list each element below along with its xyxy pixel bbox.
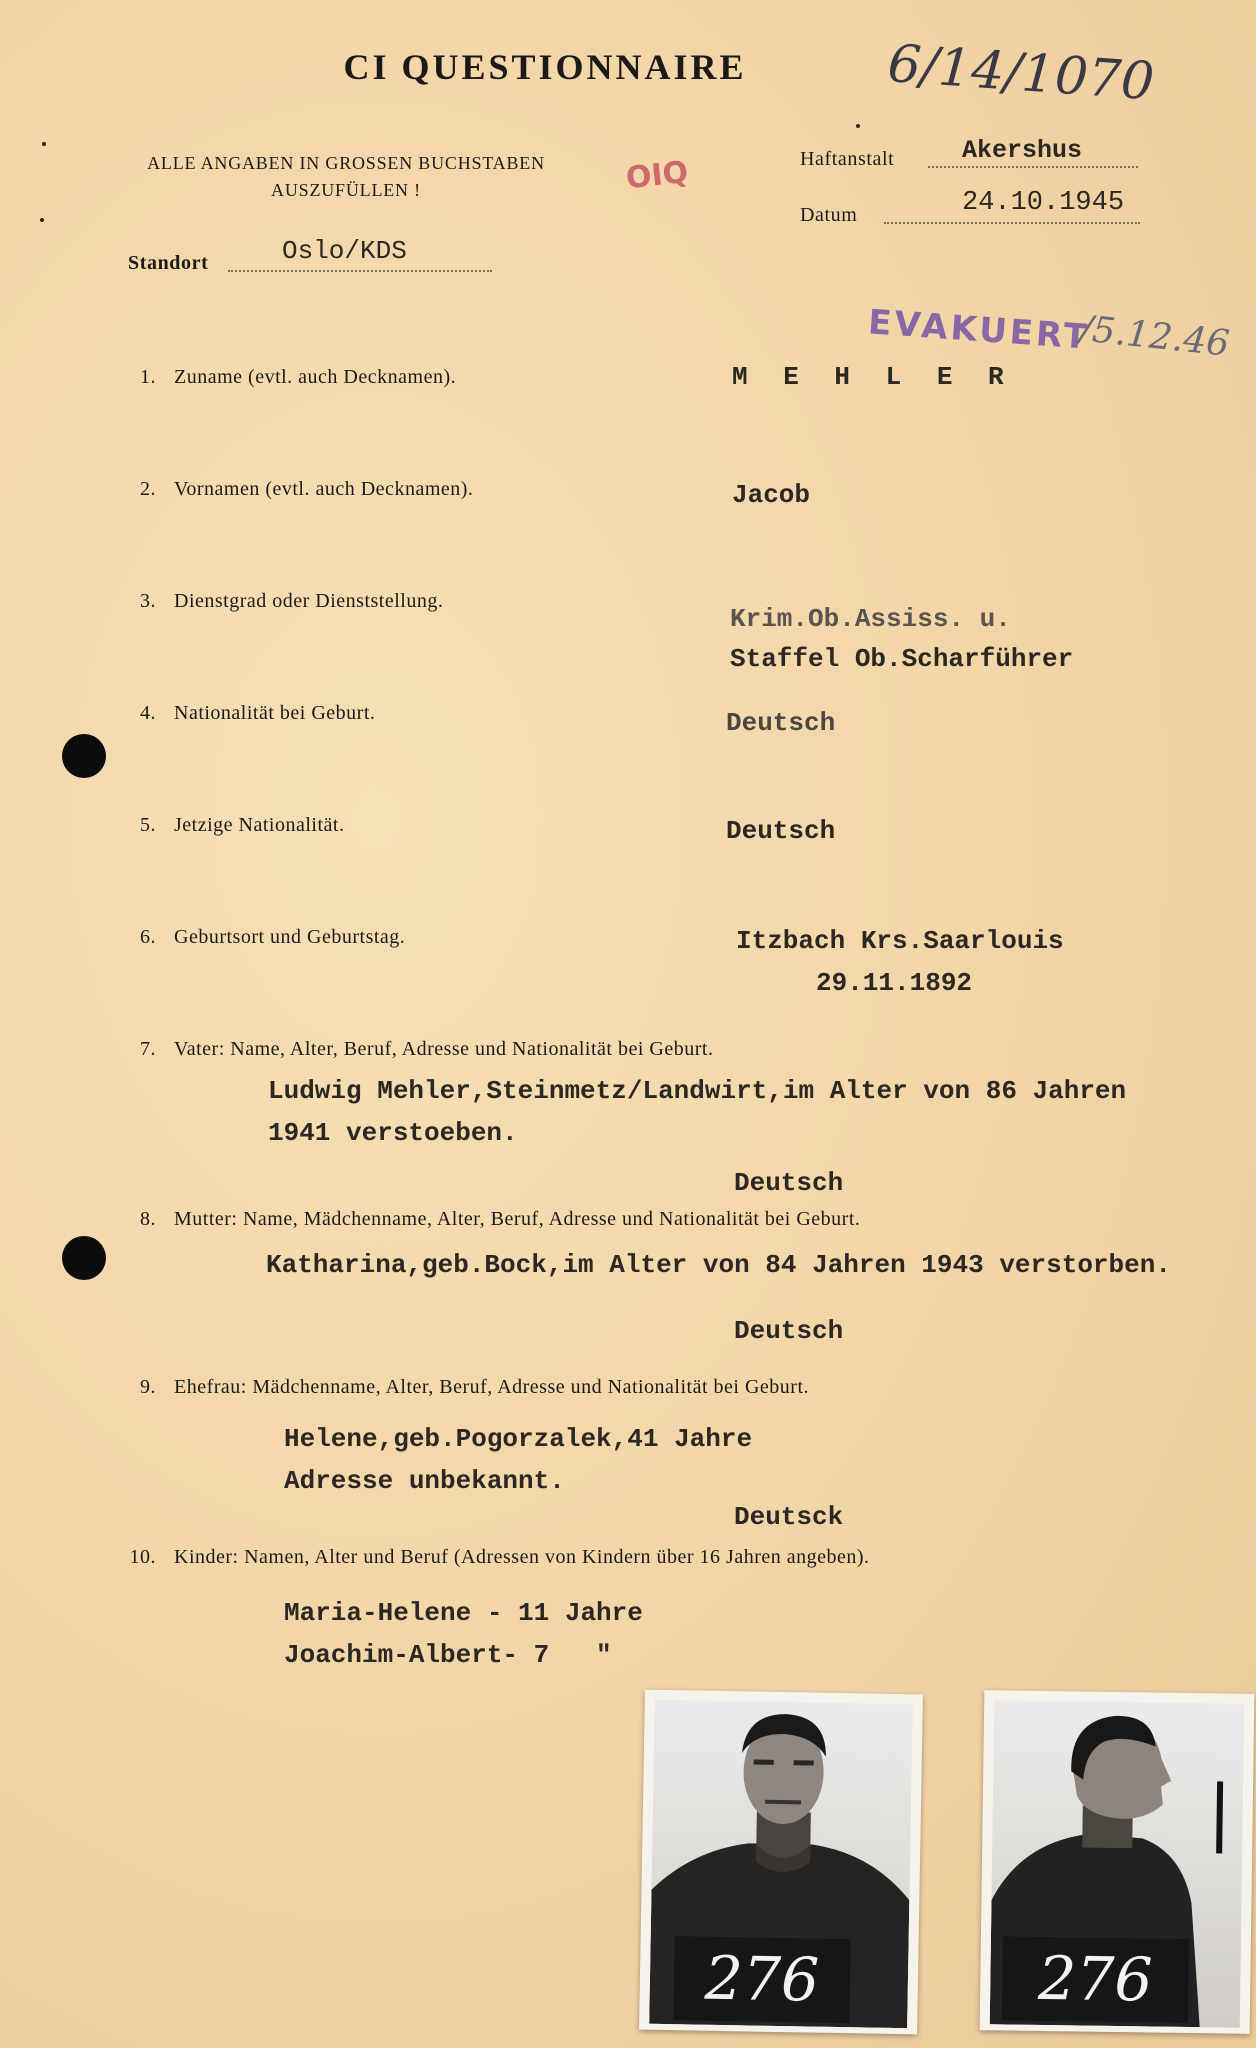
standort-value: Oslo/KDS xyxy=(282,236,407,266)
field-6-number: 6. xyxy=(140,926,156,948)
field-7-label: Vater: Name, Alter, Beruf, Adresse und Nationalität bei Geburt. xyxy=(174,1038,714,1060)
field-3-label: Dienstgrad oder Dienststellung. xyxy=(174,590,444,612)
instruction-line-2: AUSZUFÜLLEN ! xyxy=(271,180,421,200)
field-4-label: Nationalität bei Geburt. xyxy=(174,702,376,724)
birthplace-value: Itzbach Krs.Saarlouis xyxy=(736,926,1064,956)
children-value-line-1: Maria-Helene - 11 Jahre xyxy=(284,1598,643,1628)
haftanstalt-value: Akershus xyxy=(962,136,1083,165)
photo-profile-image xyxy=(990,1700,1244,2027)
field-10-label-row xyxy=(120,1546,870,1569)
evakuert-date: /5.12.46 xyxy=(1078,308,1232,365)
speck xyxy=(42,142,46,146)
father-value-line-1: Ludwig Mehler,Steinmetz/Landwirt,im Alter von 86 Jahren xyxy=(268,1076,1127,1106)
field-10-label: Kinder: Namen, Alter und Beruf (Adressen von Kindern über 16 Jahren angeben). xyxy=(174,1546,870,1568)
children-value-line-2: Joachim-Albert- 7 " xyxy=(284,1640,612,1670)
father-value-line-2: 1941 verstoeben. xyxy=(268,1118,518,1148)
photo-frontal xyxy=(639,1690,923,2035)
wife-value-line-2: Adresse unbekannt. xyxy=(284,1466,565,1496)
rank-value-line-1: Krim.Ob.Assiss. u. xyxy=(730,604,1011,634)
birthdate-value: 29.11.1892 xyxy=(816,968,973,998)
field-1-label: Zuname (evtl. auch Decknamen). xyxy=(174,366,457,388)
field-5-label: Jetzige Nationalität. xyxy=(174,814,345,836)
field-4-number: 4. xyxy=(140,702,156,724)
field-6-label: Geburtsort und Geburtstag. xyxy=(174,926,406,948)
red-stamp: OIQ xyxy=(624,154,690,197)
field-8-number: 8. xyxy=(140,1208,156,1230)
field-7-label-row xyxy=(120,1038,713,1061)
field-8-label: Mutter: Name, Mädchenname, Alter, Beruf, Adresse und Nationalität bei Geburt. xyxy=(174,1208,861,1230)
punch-hole-upper xyxy=(62,734,106,778)
wife-nationality: Deutsck xyxy=(734,1502,844,1532)
field-3-label-row xyxy=(120,590,443,613)
standort-label: Standort xyxy=(128,252,209,274)
field-10-number: 10. xyxy=(129,1546,156,1568)
current-nationality-value: Deutsch xyxy=(726,816,836,846)
photo-profile xyxy=(980,1690,1255,2034)
page-title: CI QUESTIONNAIRE xyxy=(343,47,747,87)
field-9-label-row xyxy=(120,1376,809,1399)
field-2-label-row xyxy=(120,478,473,501)
photo-frontal-placard: 276 xyxy=(673,1936,850,2023)
speck xyxy=(856,124,860,128)
mother-nationality: Deutsch xyxy=(734,1316,844,1346)
rank-value-line-2: Staffel Ob.Scharführer xyxy=(730,644,1074,674)
field-3-number: 3. xyxy=(140,590,156,612)
instruction-line-1: ALLE ANGABEN IN GROSSEN BUCHSTABEN xyxy=(147,153,545,173)
field-4-label-row xyxy=(120,702,375,725)
field-9-label: Ehefrau: Mädchenname, Alter, Beruf, Adresse und Nationalität bei Geburt. xyxy=(174,1376,810,1398)
surname-value: M E H L E R xyxy=(732,362,1014,392)
father-nationality: Deutsch xyxy=(734,1168,844,1198)
datum-value: 24.10.1945 xyxy=(962,188,1125,218)
field-9-number: 9. xyxy=(140,1376,156,1398)
birth-nationality-value: Deutsch xyxy=(726,708,836,738)
handwritten-reference: 6/14/1070 xyxy=(885,34,1156,113)
field-2-label: Vornamen (evtl. auch Decknamen). xyxy=(174,478,474,500)
field-2-number: 2. xyxy=(140,478,156,500)
haftanstalt-label: Haftanstalt xyxy=(800,148,895,170)
field-5-number: 5. xyxy=(140,814,156,836)
field-8-label-row xyxy=(120,1208,860,1231)
punch-hole-lower xyxy=(62,1236,106,1280)
photo-frontal-image xyxy=(649,1700,913,2028)
speck xyxy=(40,218,44,222)
field-5-label-row xyxy=(120,814,344,837)
field-1-number: 1. xyxy=(140,366,156,388)
field-1-label-row xyxy=(120,366,456,389)
instructions xyxy=(118,150,574,204)
datum-label: Datum xyxy=(800,204,858,226)
firstname-value: Jacob xyxy=(732,480,811,510)
evakuert-stamp: EVAKUERT xyxy=(866,302,1092,358)
field-6-label-row xyxy=(120,926,405,949)
wife-value-line-1: Helene,geb.Pogorzalek,41 Jahre xyxy=(284,1424,753,1454)
mother-value-line-1: Katharina,geb.Bock,im Alter von 84 Jahren 1943 verstorben. xyxy=(266,1250,1171,1280)
field-7-number: 7. xyxy=(140,1038,156,1060)
photo-profile-placard: 276 xyxy=(1002,1936,1189,2023)
